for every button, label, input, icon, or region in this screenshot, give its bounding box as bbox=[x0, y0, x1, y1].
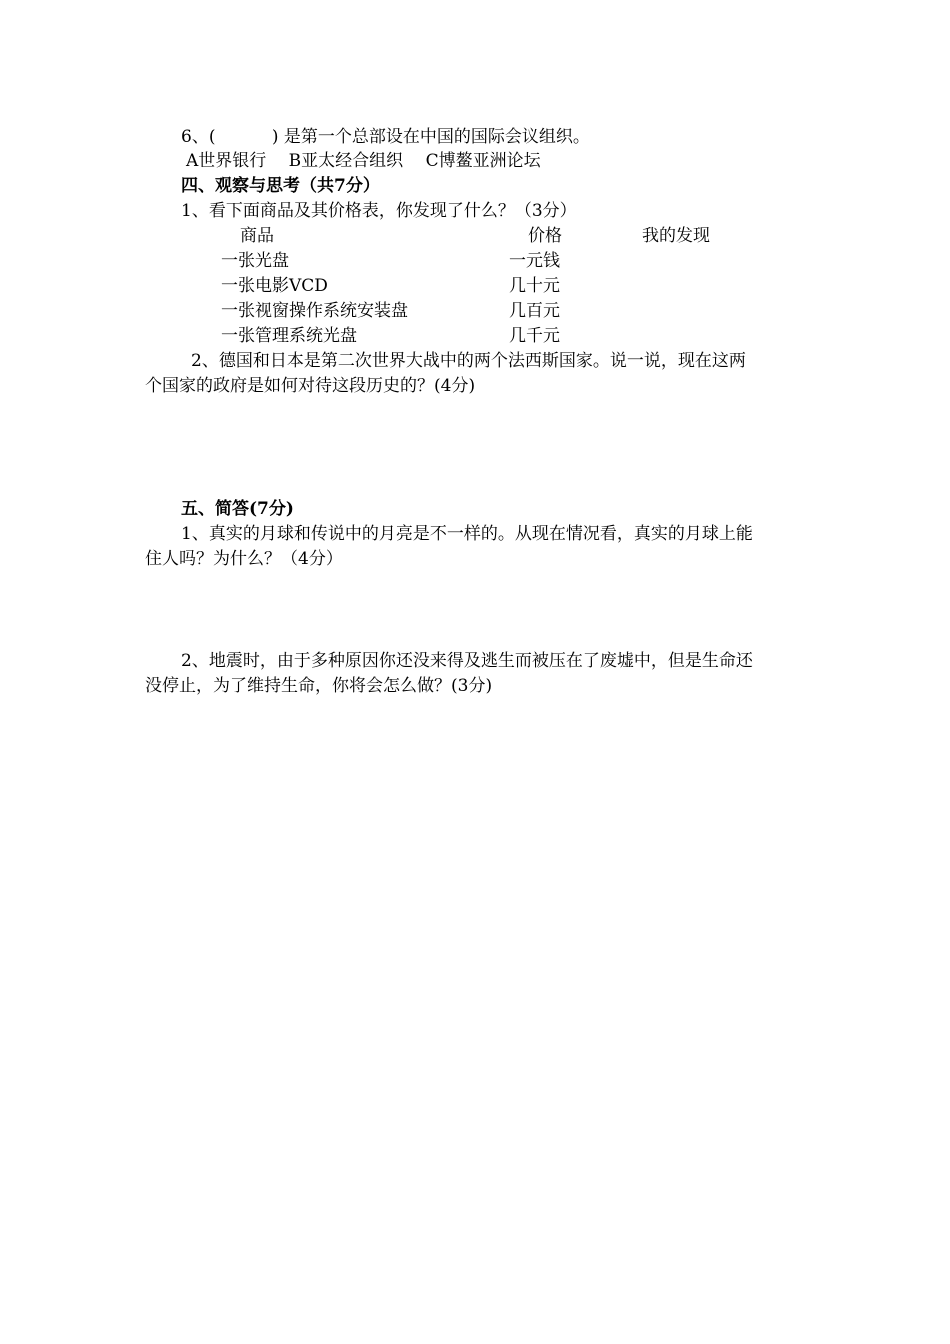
section-5-question-1-line-2: 住人吗？为什么？（4分） bbox=[145, 549, 343, 569]
section-4-question-2-line-2: 个国家的政府是如何对待这段历史的？(4分) bbox=[145, 376, 476, 396]
section-5-question-1-line-1: 1、真实的月球和传说中的月亮是不一样的。从现在情况看，真实的月球上能 bbox=[181, 524, 753, 544]
table-header-item: 商品 bbox=[240, 226, 274, 246]
section-4-question-1: 1、看下面商品及其价格表，你发现了什么？（3分） bbox=[181, 201, 577, 221]
table-row-item: 一张光盘 bbox=[221, 251, 289, 271]
table-row-price: 几百元 bbox=[509, 301, 560, 321]
table-row-price: 几千元 bbox=[509, 326, 560, 346]
table-row-price: 几十元 bbox=[509, 276, 560, 296]
section-4-heading: 四、观察与思考（共7分） bbox=[181, 176, 380, 196]
table-row-item: 一张管理系统光盘 bbox=[221, 326, 357, 346]
table-header-finding: 我的发现 bbox=[642, 226, 710, 246]
table-header-price: 价格 bbox=[528, 226, 562, 246]
section-4-question-2-line-1: 2、德国和日本是第二次世界大战中的两个法西斯国家。说一说，现在这两 bbox=[191, 351, 746, 371]
table-row-price: 一元钱 bbox=[509, 251, 560, 271]
question-6-stem: 6、( ) 是第一个总部设在中国的国际会议组织。 bbox=[181, 127, 590, 147]
question-6-options: A世界银行 B亚太经合组织 C博鳌亚洲论坛 bbox=[186, 151, 541, 171]
table-row-item: 一张视窗操作系统安装盘 bbox=[221, 301, 408, 321]
section-5-question-2-line-1: 2、地震时，由于多种原因你还没来得及逃生而被压在了废墟中，但是生命还 bbox=[181, 651, 753, 671]
section-5-question-2-line-2: 没停止，为了维持生命，你将会怎么做？(3分) bbox=[145, 676, 493, 696]
section-5-heading: 五、简答(7分) bbox=[181, 499, 294, 519]
table-row-item: 一张电影VCD bbox=[221, 276, 328, 296]
